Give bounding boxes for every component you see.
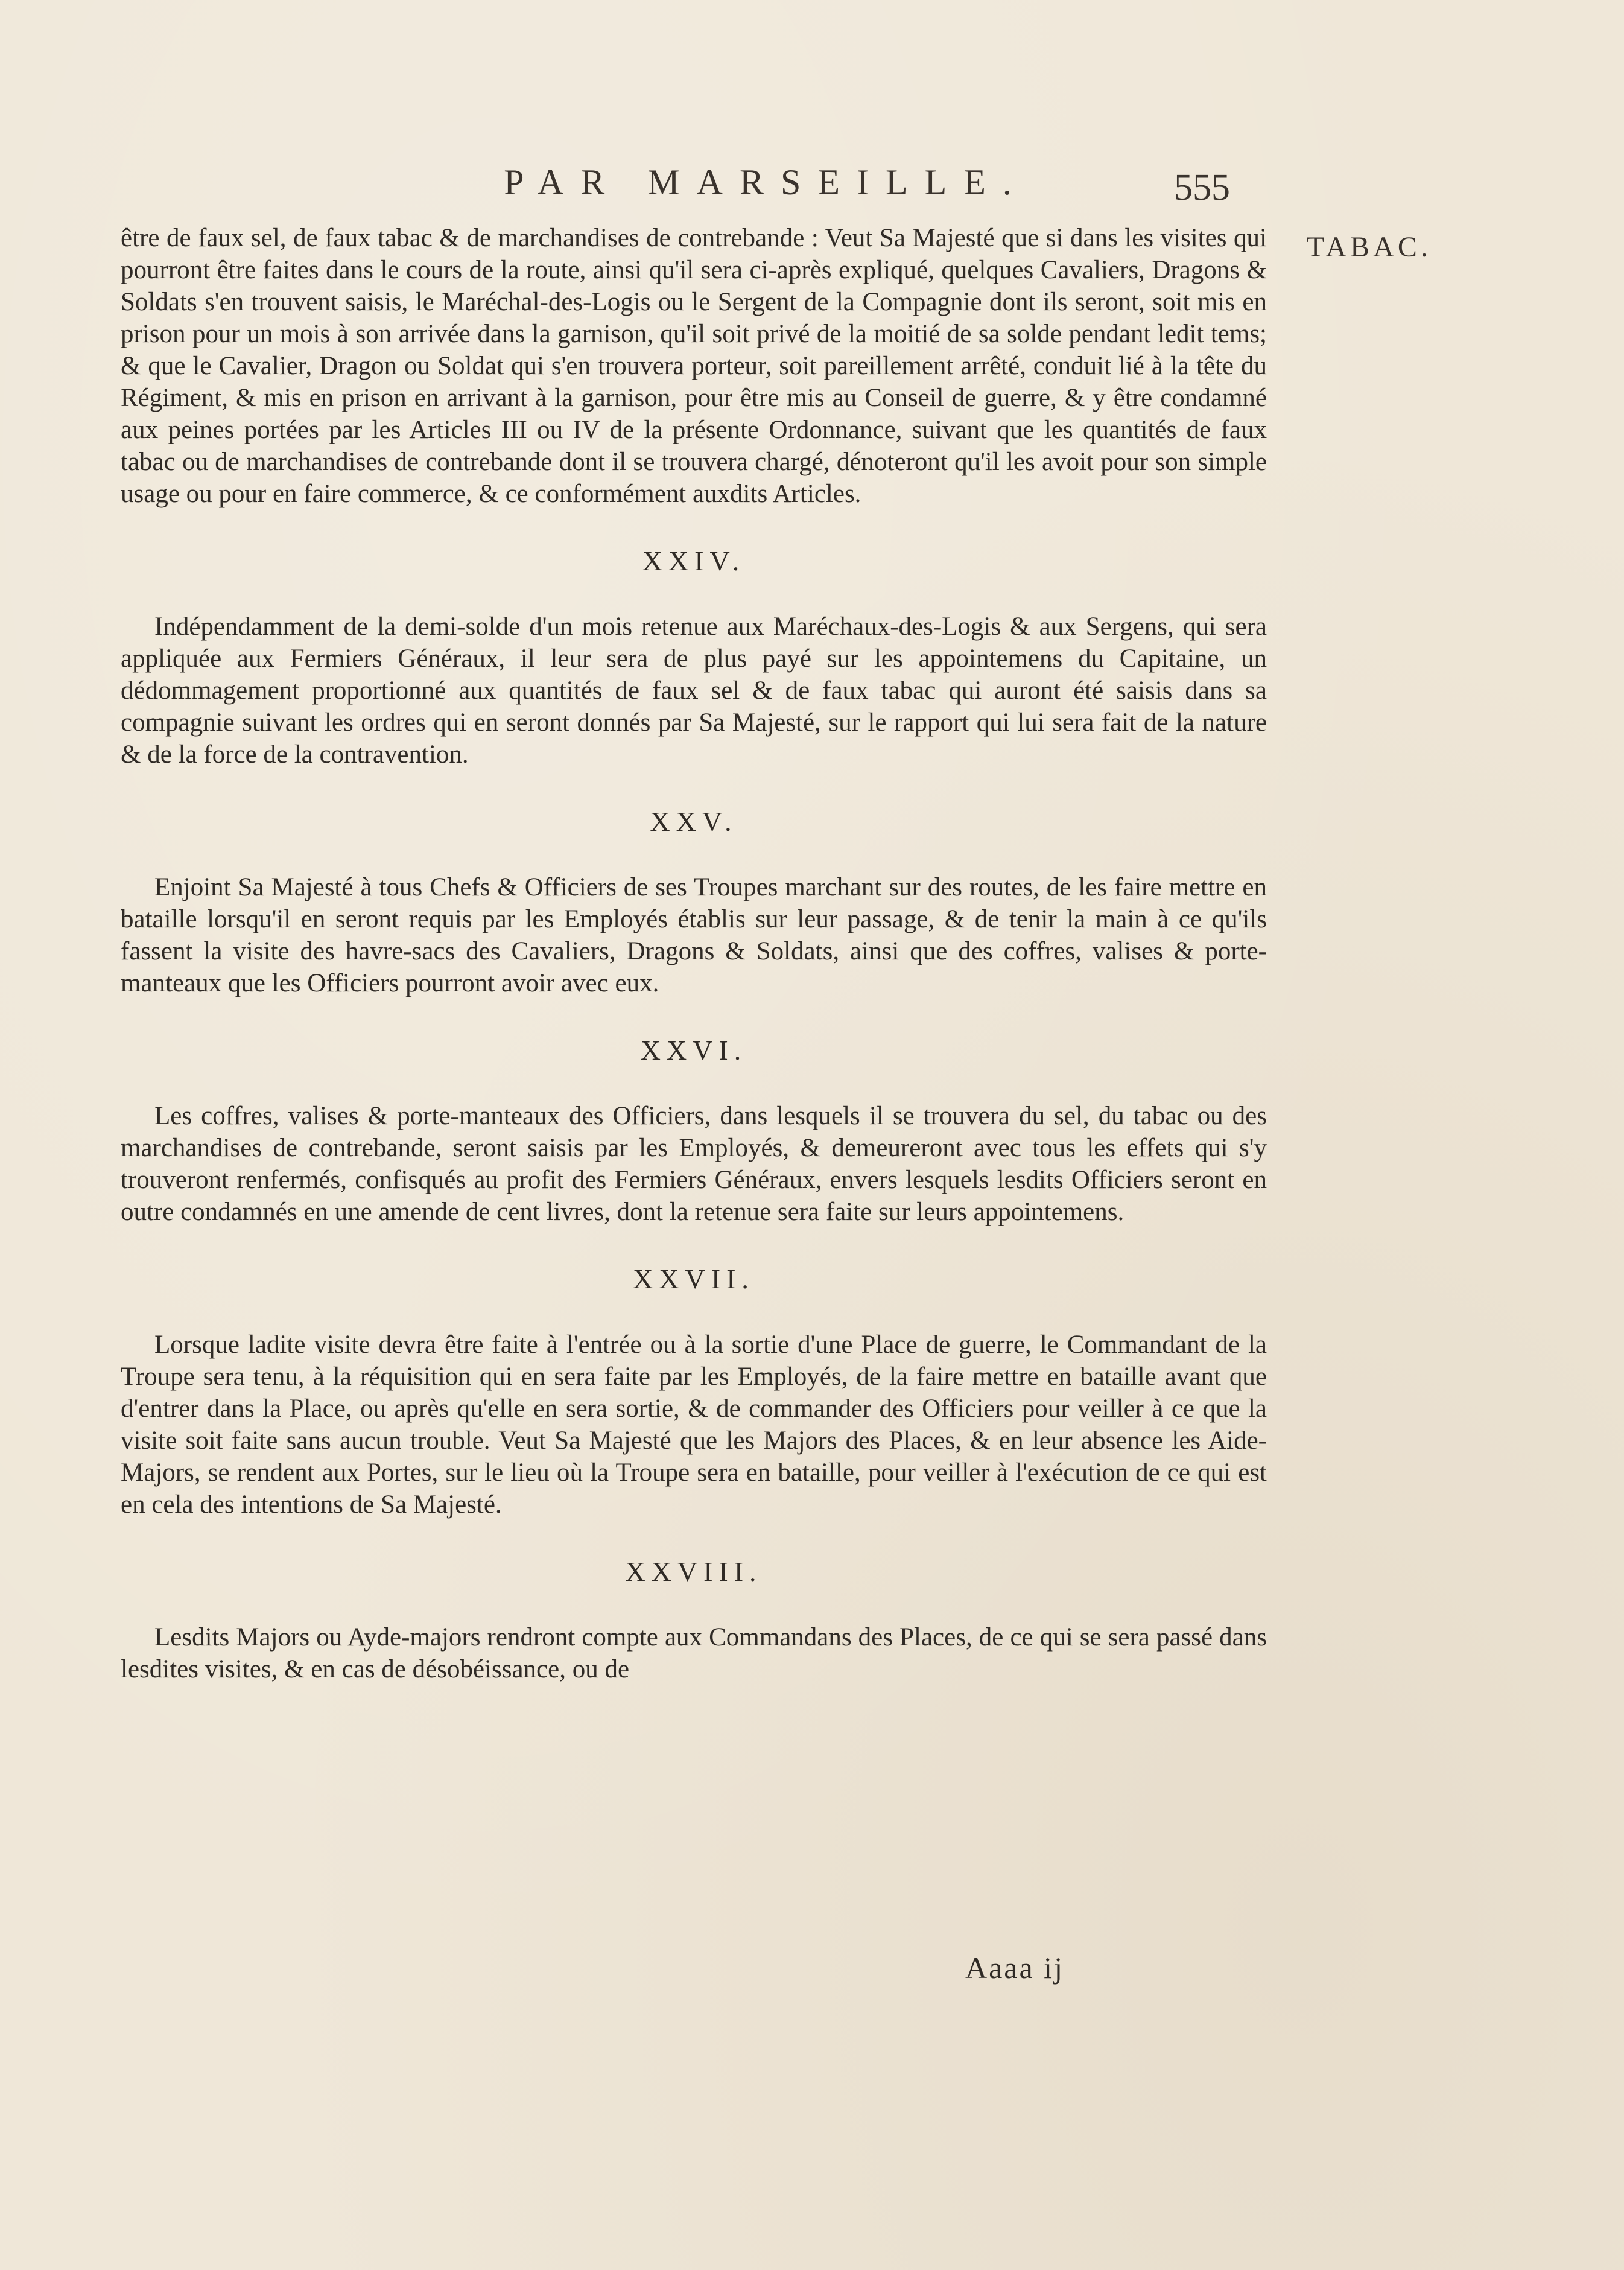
paragraph-intro: être de faux sel, de faux tabac & de marchandises de contrebande : Veut Sa Majesté que si dans les visites qui pourront être faites dans le cours de la route, ainsi qu'il sera ci-après expliqué, quelques Cavaliers, Dragons & Soldats s'en trouvent saisis, le Maréchal-des-Logis ou le Sergent de la Compagnie dont ils seront, soit mis en prison pour un mois à son arrivée dans la garnison, qu'il soit privé de la moitié de sa solde pendant ledit tems; & que le Cavalier, Dragon ou Soldat qui s'en trouvera porteur, soit pareillement arrêté, conduit lié à la tête du Régiment, & mis en prison en arrivant à la garnison, pour être mis au Conseil de guerre, & y être condamné aux peines portées par les Articles III ou IV de la présente Ordonnance, suivant que les quantités de faux tabac ou de marchandises de contrebande dont il se trouvera chargé, dénoteront qu'il les avoit pour son simple usage ou pour en faire commerce, & ce conformément auxdits Articles. xyxy=(121,224,1267,508)
article-text-xxviii: Lesdits Majors ou Ayde-majors rendront compte aux Commandans des Places, de ce qui se sera passé dans lesdites visites, & en cas de désobéissance, ou de xyxy=(121,1623,1267,1683)
running-title: PAR MARSEILLE. xyxy=(504,162,1029,202)
signature-mark: Aaaa ij xyxy=(965,1951,1064,1985)
article-text-xxv: Enjoint Sa Majesté à tous Chefs & Officiers de ses Troupes marchant sur des routes, de les faire mettre en bataille lorsqu'il en seront requis par les Employés établis sur leur passage, & de tenir la main à ce qu'ils fassent la visite des havre-sacs des Cavaliers, Dragons & Soldats, ainsi que des coffres, valises & porte-manteaux que les Officiers pourront avoir avec eux. xyxy=(121,873,1267,997)
article-heading-xxv: XXV. xyxy=(650,806,738,837)
body-text xyxy=(121,222,1267,1685)
article-text-xxvi: Les coffres, valises & porte-manteaux des Officiers, dans lesquels il se trouvera du sel, du tabac ou des marchandises de contrebande, seront saisis par les Employés, & demeureront avec tous les effets qui s'y trouveront renfermés, confisqués au profit des Fermiers Généraux, envers lesquels lesdits Officiers seront en outre condamnés en une amende de cent livres, dont la retenue sera faite sur leurs appointemens. xyxy=(121,1102,1267,1226)
article-text-xxiv: Indépendamment de la demi-solde d'un mois retenue aux Maréchaux-des-Logis & aux Sergens, qui sera appliquée aux Fermiers Généraux, il leur sera de plus payé sur les appointemens du Capitaine, un dédommagement proportionné aux quantités de faux sel & de faux tabac qui auront été saisis dans sa compagnie suivant les ordres qui en seront donnés par Sa Majesté, sur le rapport qui lui sera fait de la nature & de la force de la contravention. xyxy=(121,612,1267,769)
article-heading-xxviii: XXVIII. xyxy=(625,1556,763,1587)
article-heading-xxiv: XXIV. xyxy=(642,545,746,576)
article-heading-xxvii: XXVII. xyxy=(633,1264,755,1294)
page-number: 555 xyxy=(1174,167,1230,208)
article-text-xxvii: Lorsque ladite visite devra être faite à l'entrée ou à la sortie d'une Place de guerre, le Commandant de la Troupe sera tenu, à la réquisition qui en sera faite par les Employés, de la faire mettre en bataille avant que d'entrer dans la Place, ou après qu'elle en sera sortie, & de commander des Officiers pour veiller à ce que la visite soit faite sans aucun trouble. Veut Sa Majesté que les Majors des Places, & en leur absence les Aide-Majors, se rendent aux Portes, sur le lieu où la Troupe sera en bataille, pour veiller à l'exécution de ce qui est en cela des intentions de Sa Majesté. xyxy=(121,1331,1267,1519)
article-heading-xxvi: XXVI. xyxy=(640,1035,747,1066)
margin-note: TABAC. xyxy=(1307,231,1432,263)
